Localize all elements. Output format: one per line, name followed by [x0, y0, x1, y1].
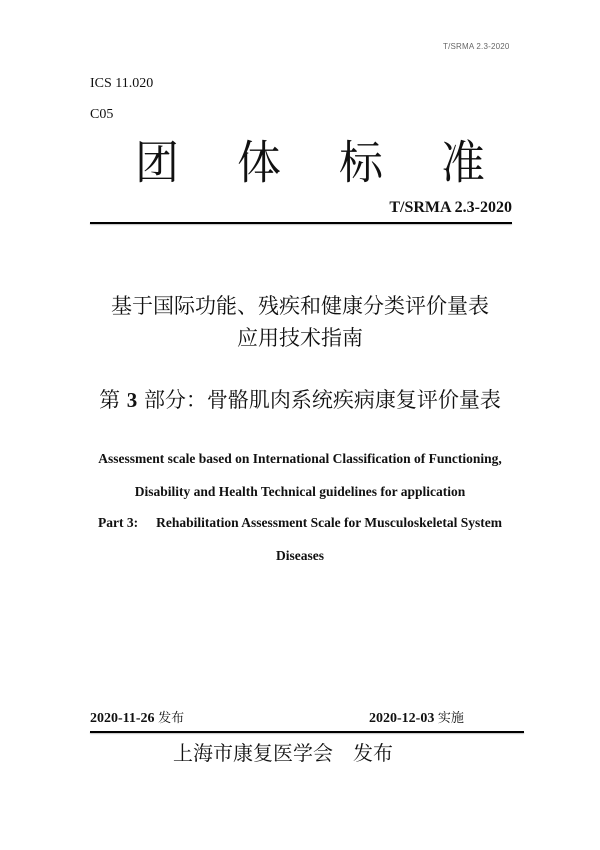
publish-date-value: 2020-11-26 [90, 711, 155, 726]
publisher-action: 发布 [353, 741, 393, 765]
publisher-name: 上海市康复医学会 [173, 741, 333, 765]
english-part-label: Part 3: [98, 515, 139, 530]
standard-type-char: 团 [135, 136, 179, 191]
english-part-title [0, 515, 600, 531]
part-prefix: 第 [99, 388, 121, 412]
english-title-line-3: Rehabilitation Assessment Scale for Musculoskeletal System [156, 515, 502, 530]
publisher-line [173, 737, 393, 766]
chinese-title-line-2: 应用技术指南 [237, 326, 363, 350]
english-title-line-1: Assessment scale based on International Classification of Functioning, [98, 451, 502, 466]
part-suffix: 部分：骨骼肌肉系统疾病康复评价量表 [143, 388, 501, 412]
standard-number: T/SRMA 2.3-2020 [389, 199, 512, 216]
implement-date-value: 2020-12-03 [369, 711, 435, 726]
implement-date-label: 实施 [437, 711, 464, 726]
ccs-code: C05 [90, 107, 114, 122]
ics-code: ICS 11.020 [90, 76, 154, 91]
standard-type-title [135, 138, 485, 190]
part-number: 3 [126, 388, 138, 412]
publish-date [90, 707, 184, 727]
chinese-title-line-1: 基于国际功能、残疾和健康分类评价量表 [111, 294, 489, 318]
implement-date [369, 707, 464, 727]
running-header-doc-code: T/SRMA 2.3-2020 [443, 42, 510, 51]
english-title-line-4: Diseases [276, 548, 324, 563]
english-title-line-2: Disability and Health Technical guidelines for application [134, 484, 466, 499]
standard-type-char: 体 [237, 136, 281, 191]
chinese-part-title [0, 384, 600, 414]
publish-date-label: 发布 [158, 711, 185, 726]
top-divider [90, 222, 512, 224]
bottom-divider [90, 731, 524, 733]
standard-type-char: 准 [441, 136, 485, 191]
standard-type-char: 标 [339, 136, 383, 191]
